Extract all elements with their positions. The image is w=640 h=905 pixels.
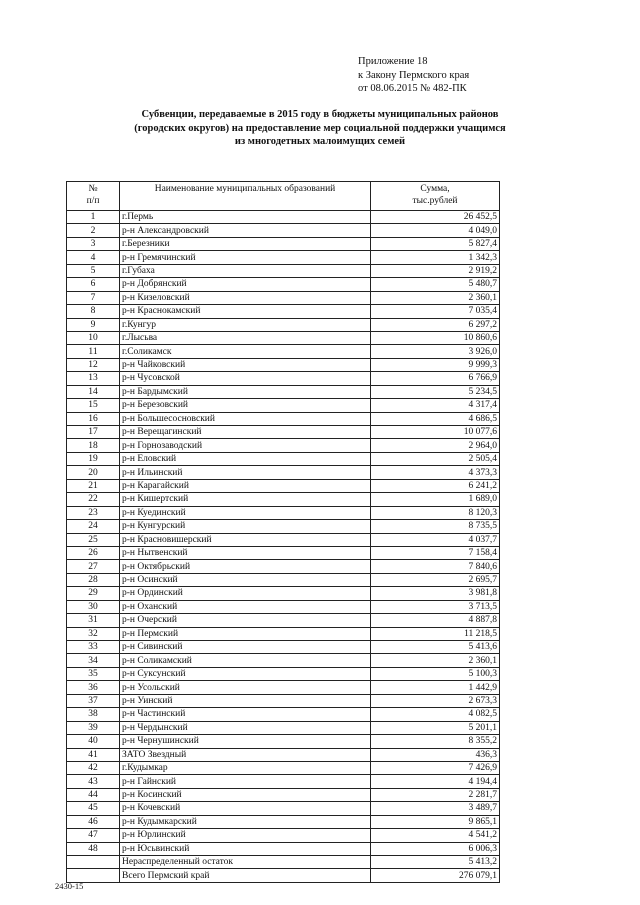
cell-name: г.Пермь <box>120 211 371 224</box>
table-row <box>67 345 500 358</box>
cell-name: р-н Ильинский <box>120 466 371 479</box>
cell-number: 22 <box>67 493 120 506</box>
cell-number: 10 <box>67 331 120 344</box>
cell-name: р-н Уинский <box>120 694 371 707</box>
title-line: (городских округов) на предоставление мер социальной поддержки учащимся <box>134 122 506 134</box>
cell-sum: 4 037,7 <box>371 533 500 546</box>
table-row <box>67 412 500 425</box>
cell-number: 6 <box>67 278 120 291</box>
table-row <box>67 775 500 788</box>
cell-sum: 8 120,3 <box>371 506 500 519</box>
cell-name: р-н Большесосновский <box>120 412 371 425</box>
table-row <box>67 721 500 734</box>
header-sum: Сумма, тыс.рублей <box>371 182 500 211</box>
cell-sum: 1 442,9 <box>371 681 500 694</box>
appendix-line: к Закону Пермского края <box>358 69 470 81</box>
cell-name: р-н Бардымский <box>120 385 371 398</box>
cell-sum: 5 234,5 <box>371 385 500 398</box>
cell-name: р-н Пермский <box>120 627 371 640</box>
cell-name: р-н Горнозаводский <box>120 439 371 452</box>
table-row <box>67 560 500 573</box>
table-row <box>67 399 500 412</box>
cell-name: р-н Добрянский <box>120 278 371 291</box>
cell-name: р-н Чайковский <box>120 358 371 371</box>
cell-number: 9 <box>67 318 120 331</box>
table-row <box>67 452 500 465</box>
cell-number: 33 <box>67 641 120 654</box>
cell-name: р-н Косинский <box>120 788 371 801</box>
header-number: № п/п <box>67 182 120 211</box>
cell-number: 19 <box>67 452 120 465</box>
total-row <box>67 869 500 882</box>
cell-name: р-н Еловский <box>120 452 371 465</box>
subsidy-table <box>66 181 500 883</box>
cell-number: 27 <box>67 560 120 573</box>
cell-name: р-н Юрлинский <box>120 829 371 842</box>
table-row <box>67 278 500 291</box>
cell-sum: 6 297,2 <box>371 318 500 331</box>
cell-name: р-н Нытвенский <box>120 546 371 559</box>
table-row <box>67 614 500 627</box>
cell-sum: 1 342,3 <box>371 251 500 264</box>
cell-sum: 2 673,3 <box>371 694 500 707</box>
table-row <box>67 224 500 237</box>
cell-number: 18 <box>67 439 120 452</box>
table-row <box>67 546 500 559</box>
cell-sum: 2 695,7 <box>371 573 500 586</box>
cell-number: 13 <box>67 372 120 385</box>
cell-number: 42 <box>67 761 120 774</box>
cell-number: 28 <box>67 573 120 586</box>
cell-number: 20 <box>67 466 120 479</box>
cell-sum: 5 480,7 <box>371 278 500 291</box>
cell-name: р-н Березовский <box>120 399 371 412</box>
cell-number: 45 <box>67 802 120 815</box>
cell-name: р-н Кудымкарский <box>120 815 371 828</box>
cell-name: р-н Верещагинский <box>120 426 371 439</box>
cell-sum: 4 541,2 <box>371 829 500 842</box>
cell-number: 37 <box>67 694 120 707</box>
cell-number: 15 <box>67 399 120 412</box>
cell-sum: 9 999,3 <box>371 358 500 371</box>
cell-sum: 7 158,4 <box>371 546 500 559</box>
cell-sum: 4 887,8 <box>371 614 500 627</box>
appendix-block <box>358 55 469 96</box>
cell-number <box>67 856 120 869</box>
cell-name: р-н Очерский <box>120 614 371 627</box>
cell-number: 36 <box>67 681 120 694</box>
cell-name: р-н Ординский <box>120 587 371 600</box>
cell-name: р-н Оханский <box>120 600 371 613</box>
cell-sum: 4 049,0 <box>371 224 500 237</box>
cell-name: р-н Кунгурский <box>120 520 371 533</box>
table-row <box>67 211 500 224</box>
cell-sum: 6 241,2 <box>371 479 500 492</box>
cell-number: 30 <box>67 600 120 613</box>
cell-sum: 4 194,4 <box>371 775 500 788</box>
cell-sum: 3 981,8 <box>371 587 500 600</box>
table-row <box>67 533 500 546</box>
cell-sum: 4 373,3 <box>371 466 500 479</box>
cell-number: 34 <box>67 654 120 667</box>
cell-number: 23 <box>67 506 120 519</box>
table-row <box>67 735 500 748</box>
table-row <box>67 815 500 828</box>
cell-number: 14 <box>67 385 120 398</box>
cell-sum: 8 355,2 <box>371 735 500 748</box>
cell-number: 8 <box>67 305 120 318</box>
appendix-line: Приложение 18 <box>358 56 428 67</box>
cell-name: г.Лысьва <box>120 331 371 344</box>
cell-number: 17 <box>67 426 120 439</box>
table-row <box>67 251 500 264</box>
table-row <box>67 681 500 694</box>
cell-name: р-н Усольский <box>120 681 371 694</box>
cell-name: р-н Кочевский <box>120 802 371 815</box>
table-row <box>67 587 500 600</box>
table-row <box>67 520 500 533</box>
cell-sum: 3 489,7 <box>371 802 500 815</box>
table-row <box>67 627 500 640</box>
unallocated-row <box>67 856 500 869</box>
cell-sum: 10 860,6 <box>371 331 500 344</box>
cell-name: р-н Частинский <box>120 708 371 721</box>
cell-name: г.Соликамск <box>120 345 371 358</box>
cell-sum: 1 689,0 <box>371 493 500 506</box>
cell-name: р-н Краснокамский <box>120 305 371 318</box>
table-row <box>67 479 500 492</box>
table-row <box>67 641 500 654</box>
cell-number: 1 <box>67 211 120 224</box>
table-row <box>67 694 500 707</box>
cell-name: р-н Суксунский <box>120 667 371 680</box>
cell-number: 40 <box>67 735 120 748</box>
cell-name: р-н Октябрьский <box>120 560 371 573</box>
cell-name: ЗАТО Звездный <box>120 748 371 761</box>
cell-name: р-н Карагайский <box>120 479 371 492</box>
cell-name: р-н Красновишерский <box>120 533 371 546</box>
cell-number: 4 <box>67 251 120 264</box>
cell-name: р-н Осинский <box>120 573 371 586</box>
appendix-line: от 08.06.2015 № 482-ПК <box>358 83 467 94</box>
cell-sum: 5 827,4 <box>371 237 500 250</box>
cell-number: 25 <box>67 533 120 546</box>
table-row <box>67 466 500 479</box>
table-row <box>67 426 500 439</box>
cell-name: р-н Кишертский <box>120 493 371 506</box>
table-row <box>67 788 500 801</box>
table-row <box>67 573 500 586</box>
table-row <box>67 802 500 815</box>
cell-number: 47 <box>67 829 120 842</box>
cell-sum: 2 919,2 <box>371 264 500 277</box>
cell-sum: 2 505,4 <box>371 452 500 465</box>
cell-name: Нераспределенный остаток <box>120 856 371 869</box>
table-row <box>67 761 500 774</box>
cell-sum: 2 964,0 <box>371 439 500 452</box>
cell-number: 24 <box>67 520 120 533</box>
table-row <box>67 385 500 398</box>
cell-name: г.Кудымкар <box>120 761 371 774</box>
table-row <box>67 506 500 519</box>
cell-number: 31 <box>67 614 120 627</box>
cell-number: 26 <box>67 546 120 559</box>
cell-sum: 26 452,5 <box>371 211 500 224</box>
cell-name: г.Березники <box>120 237 371 250</box>
cell-sum: 2 281,7 <box>371 788 500 801</box>
cell-number: 41 <box>67 748 120 761</box>
cell-number: 12 <box>67 358 120 371</box>
cell-number: 39 <box>67 721 120 734</box>
cell-sum: 8 735,5 <box>371 520 500 533</box>
cell-name: р-н Чернушинский <box>120 735 371 748</box>
table-row <box>67 318 500 331</box>
table-row <box>67 291 500 304</box>
table-row <box>67 654 500 667</box>
cell-sum: 3 926,0 <box>371 345 500 358</box>
cell-name: Всего Пермский край <box>120 869 371 882</box>
table-header-row <box>67 182 500 211</box>
cell-sum: 276 079,1 <box>371 869 500 882</box>
table-row <box>67 264 500 277</box>
cell-sum: 7 426,9 <box>371 761 500 774</box>
document-title <box>60 108 580 149</box>
header-name: Наименование муниципальных образований <box>120 182 371 211</box>
cell-sum: 5 413,2 <box>371 856 500 869</box>
cell-sum: 7 035,4 <box>371 305 500 318</box>
cell-name: р-н Куединский <box>120 506 371 519</box>
table-body <box>67 211 500 883</box>
cell-sum: 4 317,4 <box>371 399 500 412</box>
cell-name: р-н Соликамский <box>120 654 371 667</box>
cell-sum: 10 077,6 <box>371 426 500 439</box>
table-row <box>67 331 500 344</box>
cell-number: 7 <box>67 291 120 304</box>
table-row <box>67 372 500 385</box>
cell-name: р-н Чердынский <box>120 721 371 734</box>
cell-number: 16 <box>67 412 120 425</box>
cell-number: 44 <box>67 788 120 801</box>
cell-sum: 5 100,3 <box>371 667 500 680</box>
cell-name: р-н Сивинский <box>120 641 371 654</box>
cell-number: 3 <box>67 237 120 250</box>
table-row <box>67 748 500 761</box>
cell-name: р-н Гремячинский <box>120 251 371 264</box>
cell-sum: 4 082,5 <box>371 708 500 721</box>
cell-number: 32 <box>67 627 120 640</box>
cell-sum: 5 201,1 <box>371 721 500 734</box>
cell-sum: 2 360,1 <box>371 291 500 304</box>
cell-number: 21 <box>67 479 120 492</box>
cell-sum: 11 218,5 <box>371 627 500 640</box>
cell-sum: 5 413,6 <box>371 641 500 654</box>
cell-sum: 6 766,9 <box>371 372 500 385</box>
cell-number: 2 <box>67 224 120 237</box>
cell-sum: 7 840,6 <box>371 560 500 573</box>
cell-number: 35 <box>67 667 120 680</box>
cell-number: 5 <box>67 264 120 277</box>
cell-name: г.Губаха <box>120 264 371 277</box>
footer-code: 2430-15 <box>55 881 84 891</box>
cell-name: р-н Гайнский <box>120 775 371 788</box>
table-row <box>67 829 500 842</box>
table-row <box>67 358 500 371</box>
table-row <box>67 493 500 506</box>
cell-name: р-н Кизеловский <box>120 291 371 304</box>
cell-name: р-н Чусовской <box>120 372 371 385</box>
table-row <box>67 237 500 250</box>
title-line: из многодетных малоимущих семей <box>234 136 406 147</box>
cell-sum: 9 865,1 <box>371 815 500 828</box>
table-row <box>67 305 500 318</box>
table-row <box>67 667 500 680</box>
cell-number: 48 <box>67 842 120 855</box>
cell-number: 38 <box>67 708 120 721</box>
table-row <box>67 708 500 721</box>
cell-sum: 2 360,1 <box>371 654 500 667</box>
cell-name: р-н Александровский <box>120 224 371 237</box>
cell-number: 43 <box>67 775 120 788</box>
title-line: Субвенции, передаваемые в 2015 году в бюджеты муниципальных районов <box>141 109 499 120</box>
cell-number: 11 <box>67 345 120 358</box>
cell-sum: 436,3 <box>371 748 500 761</box>
cell-sum: 4 686,5 <box>371 412 500 425</box>
cell-sum: 3 713,5 <box>371 600 500 613</box>
cell-number: 29 <box>67 587 120 600</box>
cell-sum: 6 006,3 <box>371 842 500 855</box>
table-row <box>67 439 500 452</box>
cell-name: р-н Юсьвинский <box>120 842 371 855</box>
cell-name: г.Кунгур <box>120 318 371 331</box>
cell-number: 46 <box>67 815 120 828</box>
table-row <box>67 842 500 855</box>
table-row <box>67 600 500 613</box>
